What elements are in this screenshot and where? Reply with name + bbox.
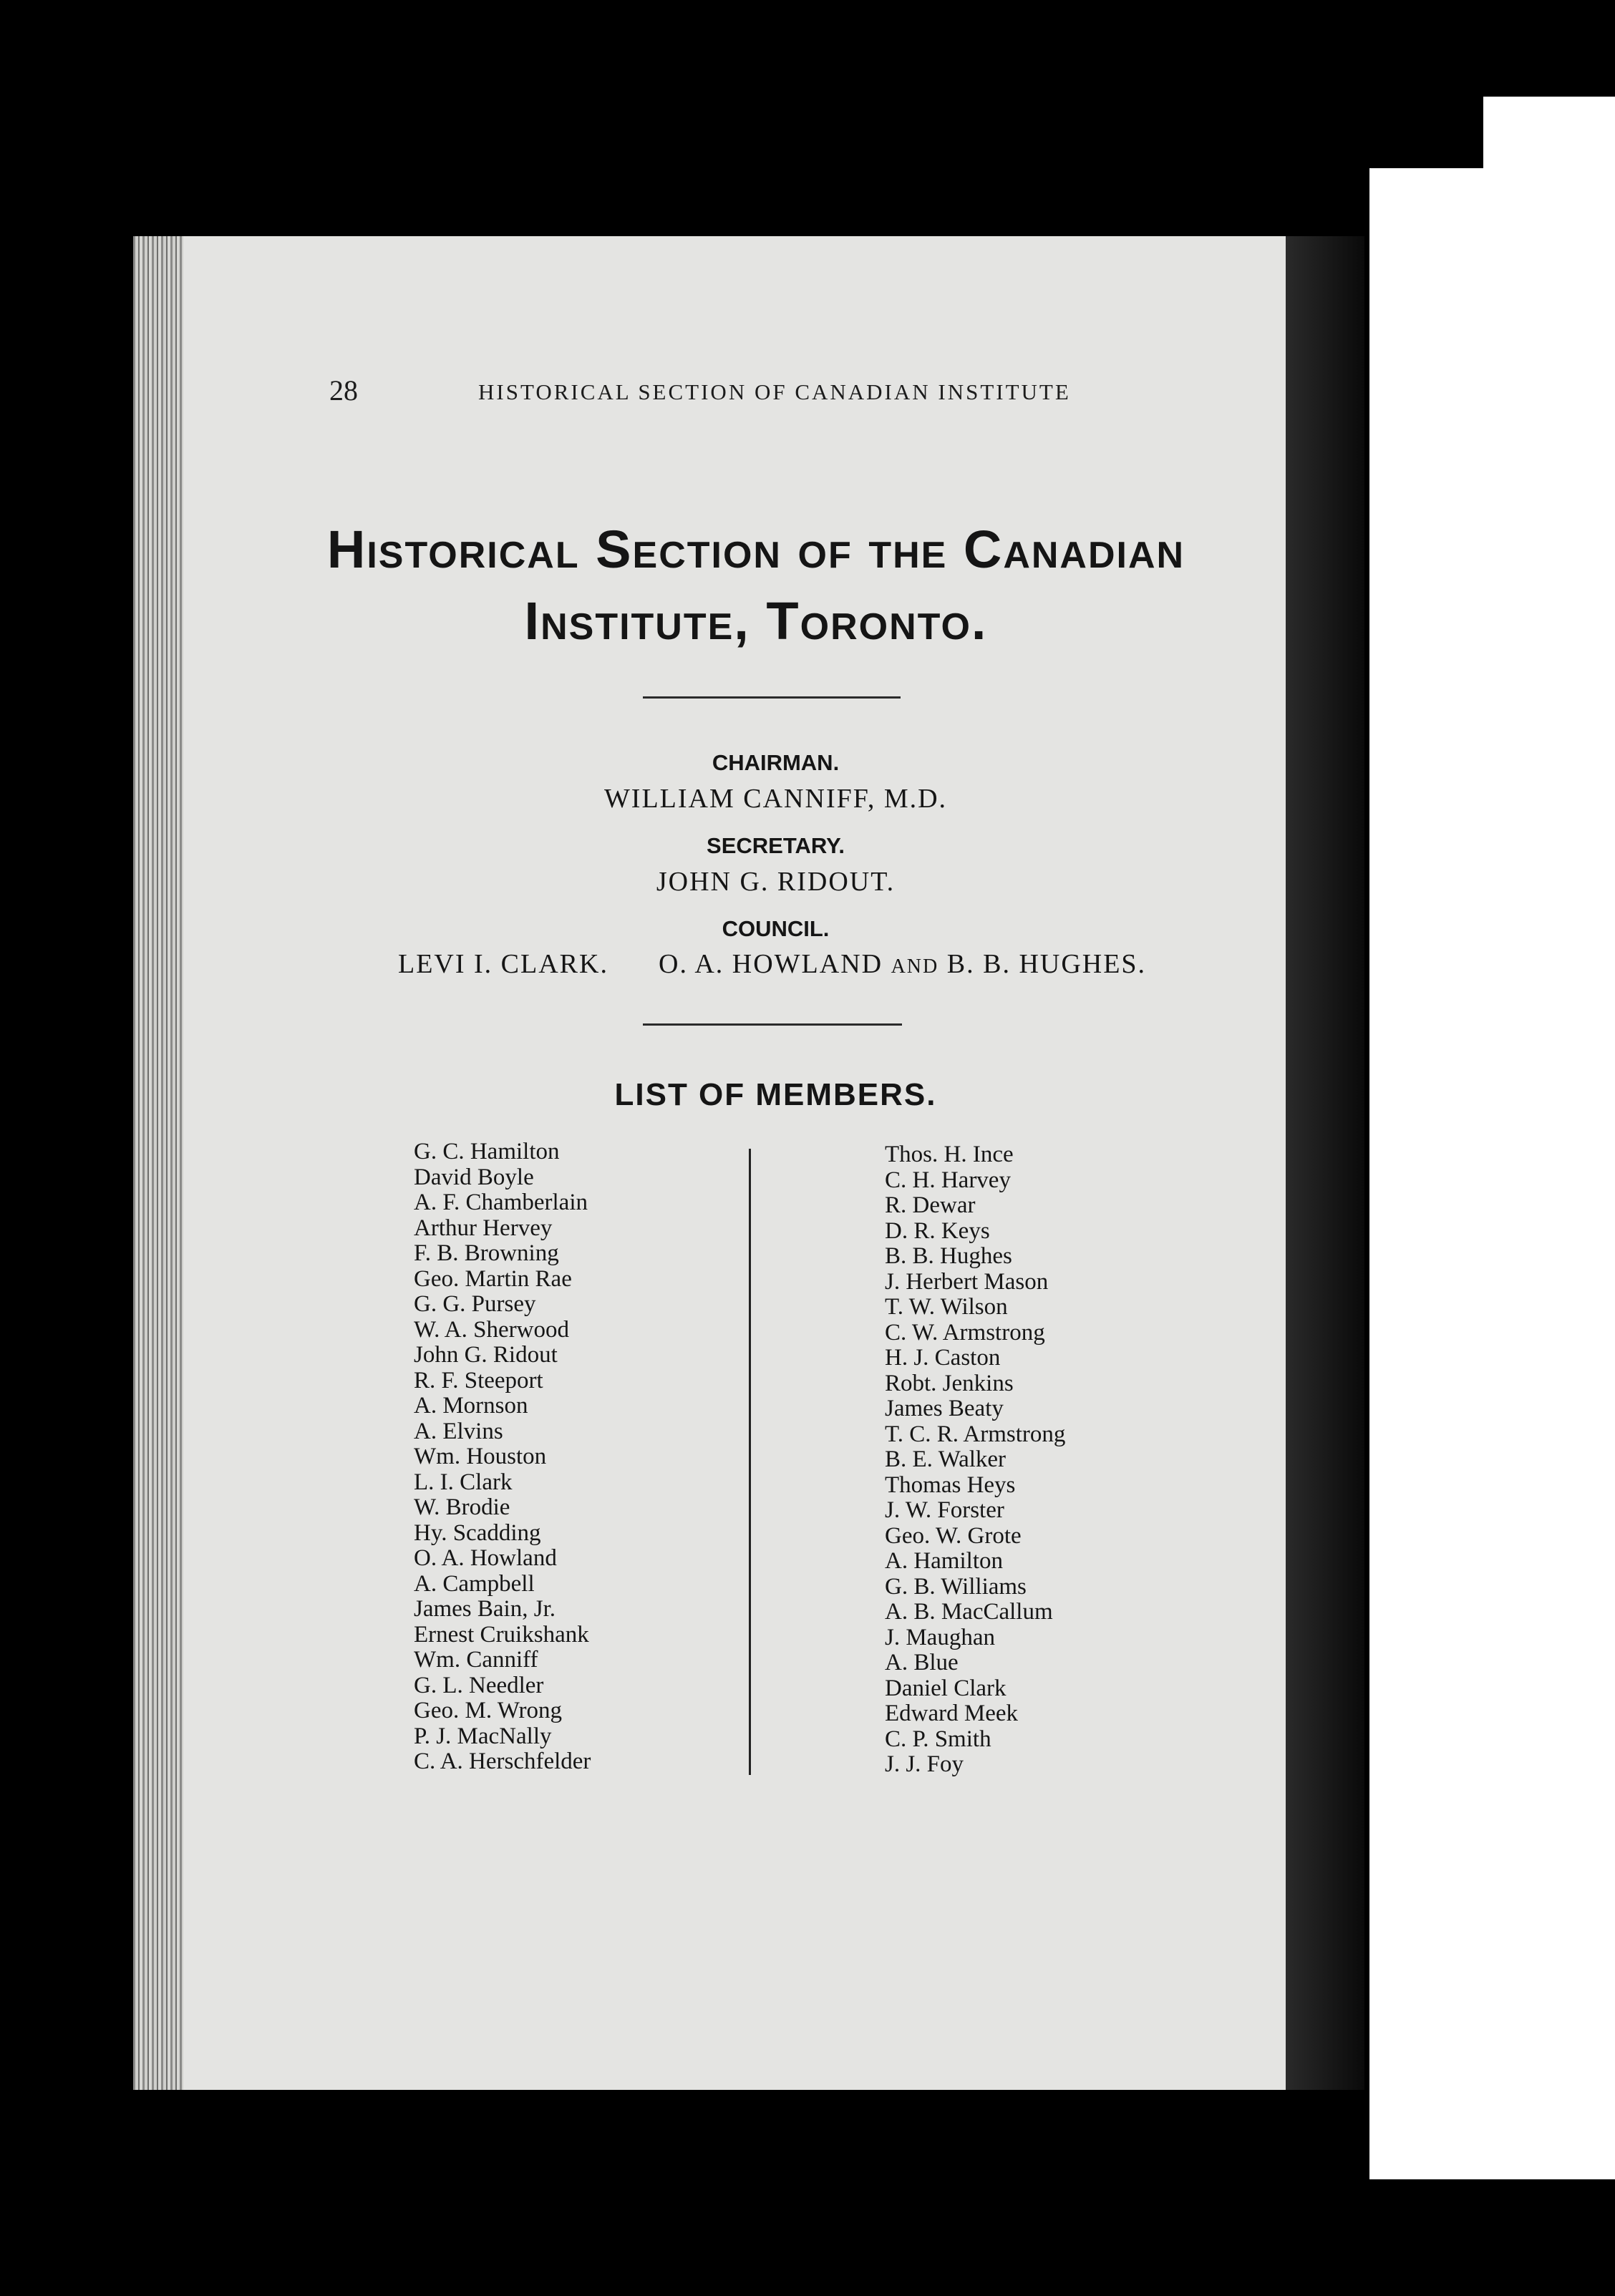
book-page	[133, 236, 1286, 2090]
member-name: Hy. Scadding	[414, 1519, 541, 1546]
member-name: Geo. W. Grote	[885, 1522, 1022, 1549]
council-member: LEVI I. CLARK.	[398, 949, 608, 979]
member-name: C. P. Smith	[885, 1726, 991, 1752]
member-name: H. J. Caston	[885, 1345, 1001, 1371]
member-name: J. J. Foy	[885, 1751, 964, 1777]
page-title-line-2: Institute, Toronto.	[524, 591, 988, 651]
secretary-name: JOHN G. RIDOUT.	[656, 867, 896, 897]
member-name: Geo. M. Wrong	[414, 1698, 563, 1723]
member-name: James Bain, Jr.	[414, 1596, 556, 1622]
member-name: A. Hamilton	[885, 1548, 1003, 1574]
page-number: 28	[329, 374, 358, 407]
background-sheet	[1369, 168, 1615, 2179]
member-name: O. A. Howland	[414, 1545, 557, 1571]
member-name: A. Campbell	[414, 1570, 535, 1597]
member-name: G. G. Pursey	[414, 1291, 536, 1317]
member-name: Edward Meek	[885, 1701, 1019, 1726]
member-name: Thos. H. Ince	[885, 1142, 1014, 1167]
member-name: John G. Ridout	[414, 1342, 558, 1368]
member-name: Wm. Houston	[414, 1444, 547, 1469]
page-edges	[133, 236, 183, 2090]
member-name: R. F. Steeport	[414, 1367, 543, 1393]
secretary-label: SECRETARY.	[707, 833, 845, 858]
members-column-left	[414, 1139, 591, 1775]
member-name: T. W. Wilson	[885, 1294, 1008, 1320]
member-name: C. H. Harvey	[885, 1167, 1011, 1193]
member-name: Arthur Hervey	[414, 1215, 553, 1241]
chairman-label: CHAIRMAN.	[712, 750, 840, 775]
member-name: Geo. Martin Rae	[414, 1265, 572, 1292]
member-name: James Beaty	[885, 1396, 1004, 1421]
member-name: G. C. Hamilton	[414, 1139, 560, 1164]
member-name: J. W. Forster	[885, 1497, 1004, 1523]
member-name: L. I. Clark	[414, 1469, 513, 1495]
divider-rule	[643, 696, 901, 699]
members-heading: LIST OF MEMBERS.	[614, 1077, 937, 1112]
member-name: A. F. Chamberlain	[414, 1190, 588, 1215]
running-head: HISTORICAL SECTION OF CANADIAN INSTITUTE	[478, 379, 1071, 404]
member-name: F. B. Browning	[414, 1240, 559, 1266]
council-conjunction: AND	[891, 955, 939, 978]
council-label: COUNCIL.	[722, 916, 830, 941]
member-name: T. C. R. Armstrong	[885, 1421, 1066, 1447]
member-name: C. A. Herschfelder	[414, 1748, 591, 1774]
member-name: W. Brodie	[414, 1494, 510, 1520]
page-title-line-1: Historical Section of the Canadian	[326, 520, 1185, 579]
member-name: B. E. Walker	[885, 1446, 1007, 1472]
council-member: O. A. HOWLAND	[659, 949, 883, 979]
member-name: W. A. Sherwood	[414, 1316, 569, 1343]
member-name: D. R. Keys	[885, 1217, 990, 1244]
column-divider	[749, 1149, 751, 1775]
member-name: J. Herbert Mason	[885, 1268, 1049, 1295]
members-column-right	[885, 1142, 1065, 1778]
chairman-name: WILLIAM CANNIFF, M.D.	[603, 784, 948, 814]
member-name: B. B. Hughes	[885, 1243, 1012, 1269]
member-name: A. B. MacCallum	[885, 1599, 1053, 1625]
member-name: Thomas Heys	[885, 1472, 1016, 1498]
member-name: Wm. Canniff	[414, 1647, 538, 1673]
council-member: B. B. HUGHES.	[946, 949, 1147, 979]
member-name: A. Blue	[885, 1650, 959, 1675]
background-sheet-top	[1483, 97, 1615, 175]
council-members-line	[659, 948, 1146, 980]
member-name: Robt. Jenkins	[885, 1370, 1014, 1396]
member-name: A. Mornson	[414, 1393, 528, 1419]
member-name: G. L. Needler	[414, 1672, 544, 1698]
member-name: P. J. MacNally	[414, 1723, 552, 1749]
member-name: Ernest Cruikshank	[414, 1621, 589, 1648]
member-name: G. B. Williams	[885, 1573, 1027, 1600]
member-name: R. Dewar	[885, 1192, 976, 1218]
member-name: Daniel Clark	[885, 1675, 1007, 1701]
member-name: C. W. Armstrong	[885, 1319, 1045, 1346]
member-name: A. Elvins	[414, 1418, 503, 1444]
book-gutter	[1286, 236, 1364, 2090]
divider-rule	[643, 1023, 902, 1026]
member-name: David Boyle	[414, 1164, 534, 1190]
member-name: J. Maughan	[885, 1624, 995, 1650]
